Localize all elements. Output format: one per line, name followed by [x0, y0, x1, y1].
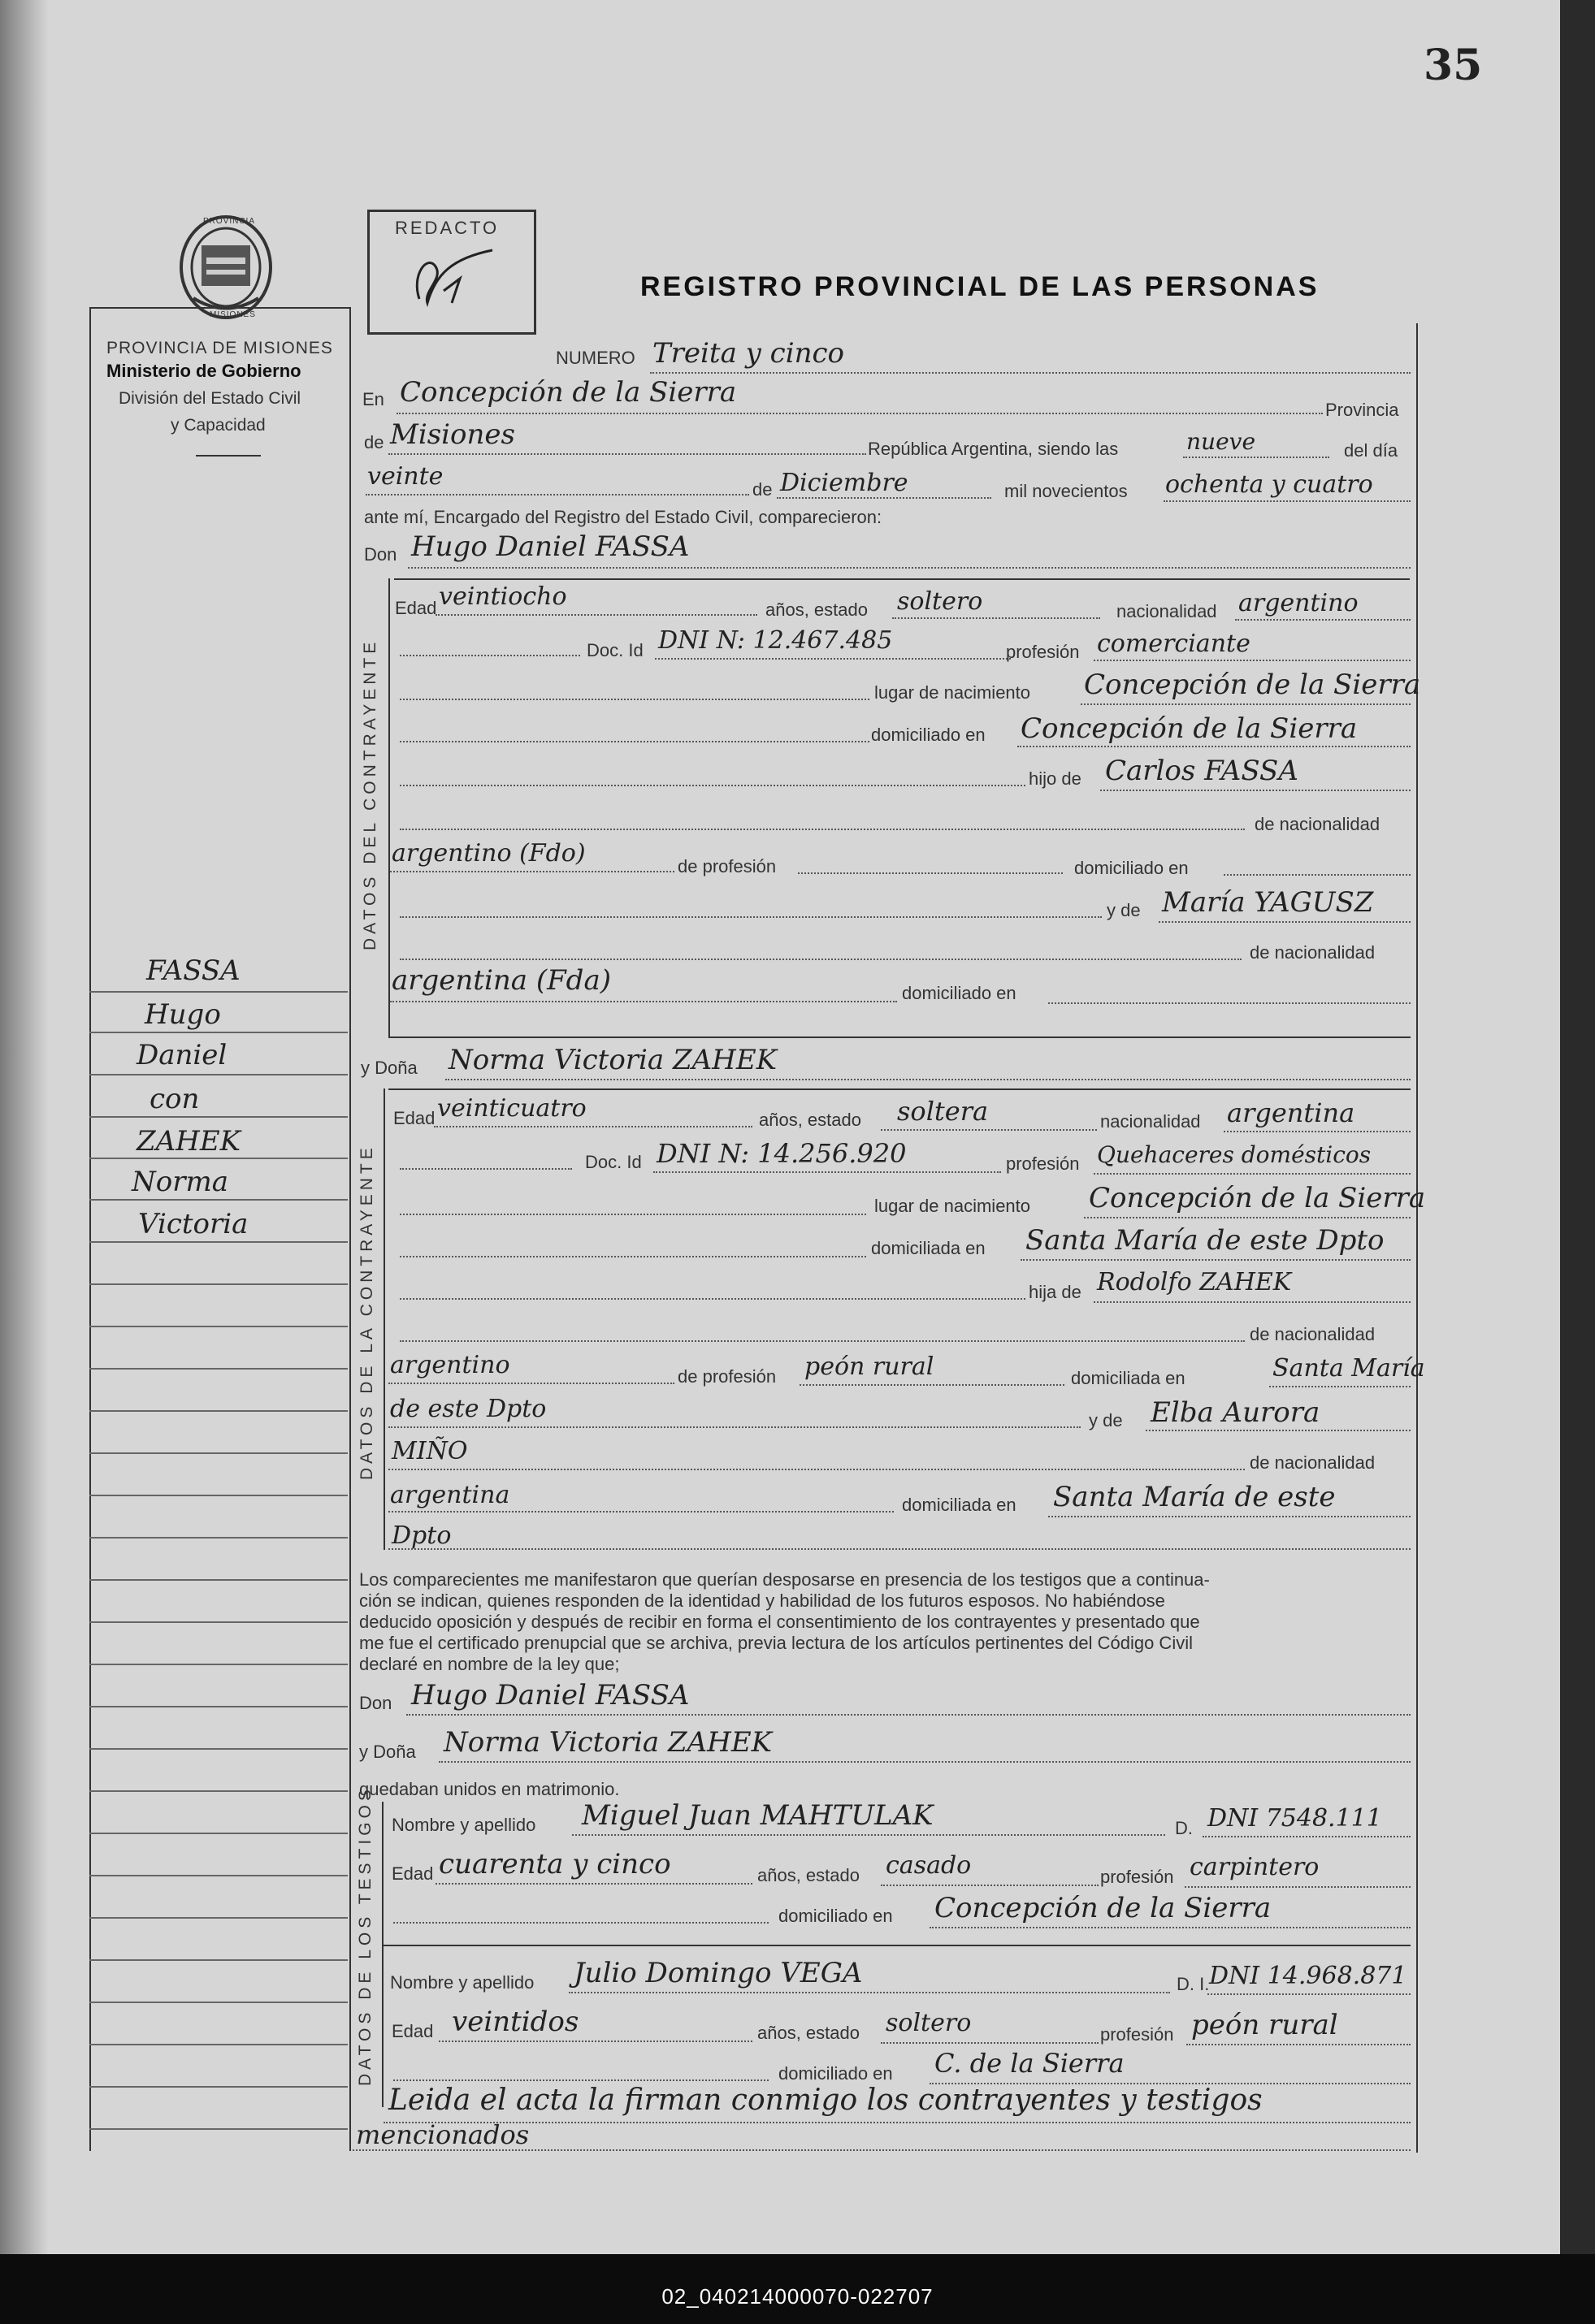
label-doc-id: Doc. Id	[587, 640, 644, 660]
bride-padre-domicilio-1: Santa María	[1272, 1354, 1425, 1383]
authority-division: División del Estado Civil	[119, 389, 301, 408]
label-edad-3: Edad	[392, 1863, 434, 1884]
bride-domicilio: Santa María de este Dpto	[1025, 1224, 1385, 1257]
witness1-doc: DNI 7548.111	[1207, 1804, 1382, 1833]
label-nombre-apellido-2: Nombre y apellido	[390, 1972, 535, 1993]
label-don: Don	[364, 544, 397, 565]
bride-doc: DNI N: 14.256.920	[657, 1138, 907, 1169]
witness1-profesion: carpintero	[1190, 1853, 1320, 1881]
label-domiciliada-1: domiciliada en	[1071, 1368, 1185, 1388]
groom-nombre: Hugo Daniel FASSA	[411, 530, 690, 563]
bride-nacionalidad: argentina	[1227, 1097, 1355, 1128]
label-de-profesion-1: de profesión	[678, 856, 777, 876]
page-number: 35	[1424, 41, 1483, 90]
label-d-1: D.	[1175, 1818, 1193, 1838]
union-don: Hugo Daniel FASSA	[411, 1679, 690, 1712]
authority-province: PROVINCIA DE MISIONES	[106, 339, 333, 357]
label-profesion-4: profesión	[1100, 2024, 1174, 2045]
label-y-dona: y Doña	[361, 1058, 418, 1078]
label-anos-estado-2: años, estado	[759, 1110, 861, 1130]
value-mes: Diciembre	[780, 469, 908, 497]
label-domiciliado-4: domiciliado en	[778, 2063, 893, 2084]
union-dona: Norma Victoria ZAHEK	[444, 1726, 773, 1759]
label-profesion-2: profesión	[1006, 1153, 1080, 1174]
label-de-nacionalidad-1: de nacionalidad	[1255, 814, 1380, 834]
value-dia: veinte	[367, 462, 444, 491]
center-column-border	[349, 307, 351, 2151]
witness1-edad: cuarenta y cinco	[439, 1848, 671, 1880]
witness2-domicilio: C. de la Sierra	[934, 2048, 1125, 2079]
label-don-2: Don	[359, 1693, 392, 1713]
bride-madre-domicilio-2: Dpto	[392, 1521, 452, 1550]
book-spine	[0, 0, 49, 2254]
initials-signature-icon	[403, 242, 509, 315]
margin-name-bride-first: Norma	[132, 1166, 228, 1198]
label-hijo-de: hijo de	[1029, 768, 1081, 789]
margin-name-con: con	[150, 1083, 200, 1115]
label-de-nacionalidad-4: de nacionalidad	[1250, 1452, 1376, 1473]
bride-madre-1: Elba Aurora	[1151, 1396, 1320, 1429]
label-de-nacionalidad-2: de nacionalidad	[1250, 942, 1376, 963]
value-hora: nueve	[1186, 428, 1256, 455]
witness2-doc: DNI 14.968.871	[1209, 1962, 1407, 1990]
bride-madre-2: MIÑO	[392, 1437, 468, 1465]
label-profesion: profesión	[1006, 642, 1080, 662]
statement-line-4: me fue el certificado prenupcial que se archiva, previa lectura de los artículos pertinentes del Código Civil	[359, 1633, 1193, 1653]
statement-line-1: Los comparecientes me manifestaron que querían desposarse en presencia de los testigos que a continua-	[359, 1569, 1210, 1590]
groom-lugar-nacimiento: Concepción de la Sierra	[1084, 669, 1421, 701]
closing-line-2: mencionados	[356, 2119, 530, 2150]
bride-lugar-nacimiento: Concepción de la Sierra	[1089, 1182, 1426, 1214]
bride-padre: Rodolfo ZAHEK	[1097, 1268, 1292, 1296]
groom-edad: veintiocho	[439, 582, 567, 611]
text-ante-mi: ante mí, Encargado del Registro del Estado Civil, comparecieron:	[364, 507, 882, 527]
label-domiciliada-2: domiciliada en	[902, 1495, 1016, 1515]
statement-line-2: ción se indican, quienes responden de la identidad y habilidad de los futuros esposos. No habiéndose	[359, 1590, 1165, 1611]
bride-estado: soltera	[897, 1096, 989, 1127]
label-nombre-apellido-1: Nombre y apellido	[392, 1815, 536, 1835]
label-d-i: D. I.	[1177, 1974, 1210, 1994]
label-domiciliado-1: domiciliado en	[1074, 858, 1189, 878]
label-hija-de: hija de	[1029, 1282, 1081, 1302]
label-mil: mil novecientos	[1004, 481, 1128, 501]
margin-name-bride-middle: Victoria	[138, 1208, 249, 1240]
label-numero: NUMERO	[556, 348, 635, 368]
label-y-de-1: y de	[1107, 900, 1141, 920]
label-doc-id-2: Doc. Id	[585, 1152, 642, 1172]
groom-doc: DNI N: 12.467.485	[658, 626, 893, 655]
witness2-nombre: Julio Domingo VEGA	[574, 1957, 863, 1989]
groom-section-border	[388, 578, 390, 1037]
label-anos-estado-4: años, estado	[757, 2023, 860, 2043]
witness1-estado: casado	[886, 1851, 972, 1880]
witness2-profesion: peón rural	[1191, 2009, 1338, 2041]
label-republica: República Argentina, siendo las	[868, 439, 1119, 459]
seal-text-bottom: MISIONES	[210, 310, 256, 319]
witness1-nombre: Miguel Juan MAHTULAK	[582, 1799, 934, 1832]
value-lugar: Concepción de la Sierra	[400, 376, 737, 409]
label-y-de-2: y de	[1089, 1410, 1123, 1430]
label-provincia: Provincia	[1325, 400, 1399, 420]
bride-madre-nacionalidad: argentina	[390, 1481, 510, 1509]
label-de-nacionalidad-3: de nacionalidad	[1250, 1324, 1376, 1344]
witness2-edad: veintidos	[452, 2006, 579, 2038]
margin-name-first: Hugo	[145, 998, 221, 1031]
authority-ministry: Ministerio de Gobierno	[106, 361, 301, 381]
provincial-seal-icon	[177, 213, 275, 322]
label-de: de	[364, 432, 384, 452]
label-datos-testigos: DATOS DE LOS TESTIGOS	[356, 1785, 375, 2086]
label-lugar-nacimiento-2: lugar de nacimiento	[874, 1196, 1031, 1216]
groom-nacionalidad: argentino	[1238, 589, 1359, 617]
value-anio: ochenta y cuatro	[1165, 470, 1373, 499]
left-rule-top	[89, 307, 349, 309]
label-domiciliado-en: domiciliado en	[871, 725, 986, 745]
redacto-label: REDACTO	[395, 218, 500, 238]
margin-name-bride-surname: ZAHEK	[137, 1125, 241, 1158]
groom-madre: María YAGUSZ	[1162, 886, 1374, 919]
label-de-mes: de	[752, 479, 773, 500]
label-anos-estado: años, estado	[765, 599, 868, 620]
seal-text-top: PROVINCIA	[203, 217, 256, 226]
label-datos-contrayente: DATOS DEL CONTRAYENTE	[361, 638, 379, 950]
groom-madre-nacionalidad: argentina (Fda)	[392, 964, 611, 997]
margin-name-middle: Daniel	[137, 1039, 228, 1071]
label-en: En	[362, 389, 384, 409]
bride-padre-profesion: peón rural	[804, 1352, 934, 1381]
groom-estado: soltero	[897, 587, 983, 616]
label-profesion-3: profesión	[1100, 1867, 1174, 1887]
groom-padre: Carlos FASSA	[1105, 755, 1298, 787]
text-quedaban: quedaban unidos en matrimonio.	[359, 1779, 620, 1799]
label-edad: Edad	[395, 598, 437, 618]
bride-section-border	[384, 1088, 385, 1550]
margin-name-surname: FASSA	[146, 954, 241, 987]
witness1-domicilio: Concepción de la Sierra	[934, 1892, 1272, 1924]
witness2-estado: soltero	[886, 2009, 972, 2037]
register-title: REGISTRO PROVINCIAL DE LAS PERSONAS	[640, 271, 1320, 302]
label-domiciliado-3: domiciliado en	[778, 1906, 893, 1926]
label-datos-la-contrayente: DATOS DE LA CONTRAYENTE	[358, 1144, 376, 1480]
bride-padre-nacionalidad: argentino	[390, 1351, 510, 1379]
statement-line-5: declaré en nombre de la ley que;	[359, 1654, 620, 1674]
bride-profesion: Quehaceres domésticos	[1097, 1141, 1372, 1168]
footer-image-id: 02_040214000070-022707	[661, 2284, 934, 2309]
groom-domicilio: Concepción de la Sierra	[1021, 712, 1358, 745]
label-domiciliado-2: domiciliado en	[902, 983, 1016, 1003]
authority-underline	[196, 455, 261, 457]
label-domiciliada-en: domiciliada en	[871, 1238, 986, 1258]
label-nacionalidad-2: nacionalidad	[1100, 1111, 1201, 1132]
value-numero: Treita y cinco	[652, 337, 845, 370]
label-del-dia: del día	[1344, 440, 1398, 461]
label-edad-4: Edad	[392, 2021, 434, 2041]
bride-madre-domicilio-1: Santa María de este	[1053, 1481, 1336, 1513]
label-de-profesion-2: de profesión	[678, 1366, 777, 1387]
label-anos-estado-3: años, estado	[757, 1865, 860, 1885]
bride-edad: veinticuatro	[437, 1094, 587, 1123]
label-nacionalidad: nacionalidad	[1116, 601, 1217, 621]
label-edad-2: Edad	[393, 1108, 436, 1128]
groom-profesion: comerciante	[1097, 630, 1250, 658]
bride-nombre: Norma Victoria ZAHEK	[449, 1044, 778, 1076]
label-y-dona-2: y Doña	[359, 1742, 416, 1762]
closing-line-1: Leida el acta la firman conmigo los contrayentes y testigos	[388, 2084, 1263, 2117]
authority-capacity: y Capacidad	[171, 416, 266, 435]
groom-padre-nacionalidad: argentino (Fdo)	[392, 839, 586, 868]
statement-line-3: deducido oposición y después de recibir en forma el consentimiento de los contrayentes y presentado que	[359, 1612, 1200, 1632]
label-lugar-nacimiento: lugar de nacimiento	[874, 682, 1031, 703]
value-provincia: Misiones	[390, 418, 515, 451]
bride-padre-domicilio-2: de este Dpto	[390, 1395, 547, 1423]
form-right-border	[1416, 323, 1418, 2153]
